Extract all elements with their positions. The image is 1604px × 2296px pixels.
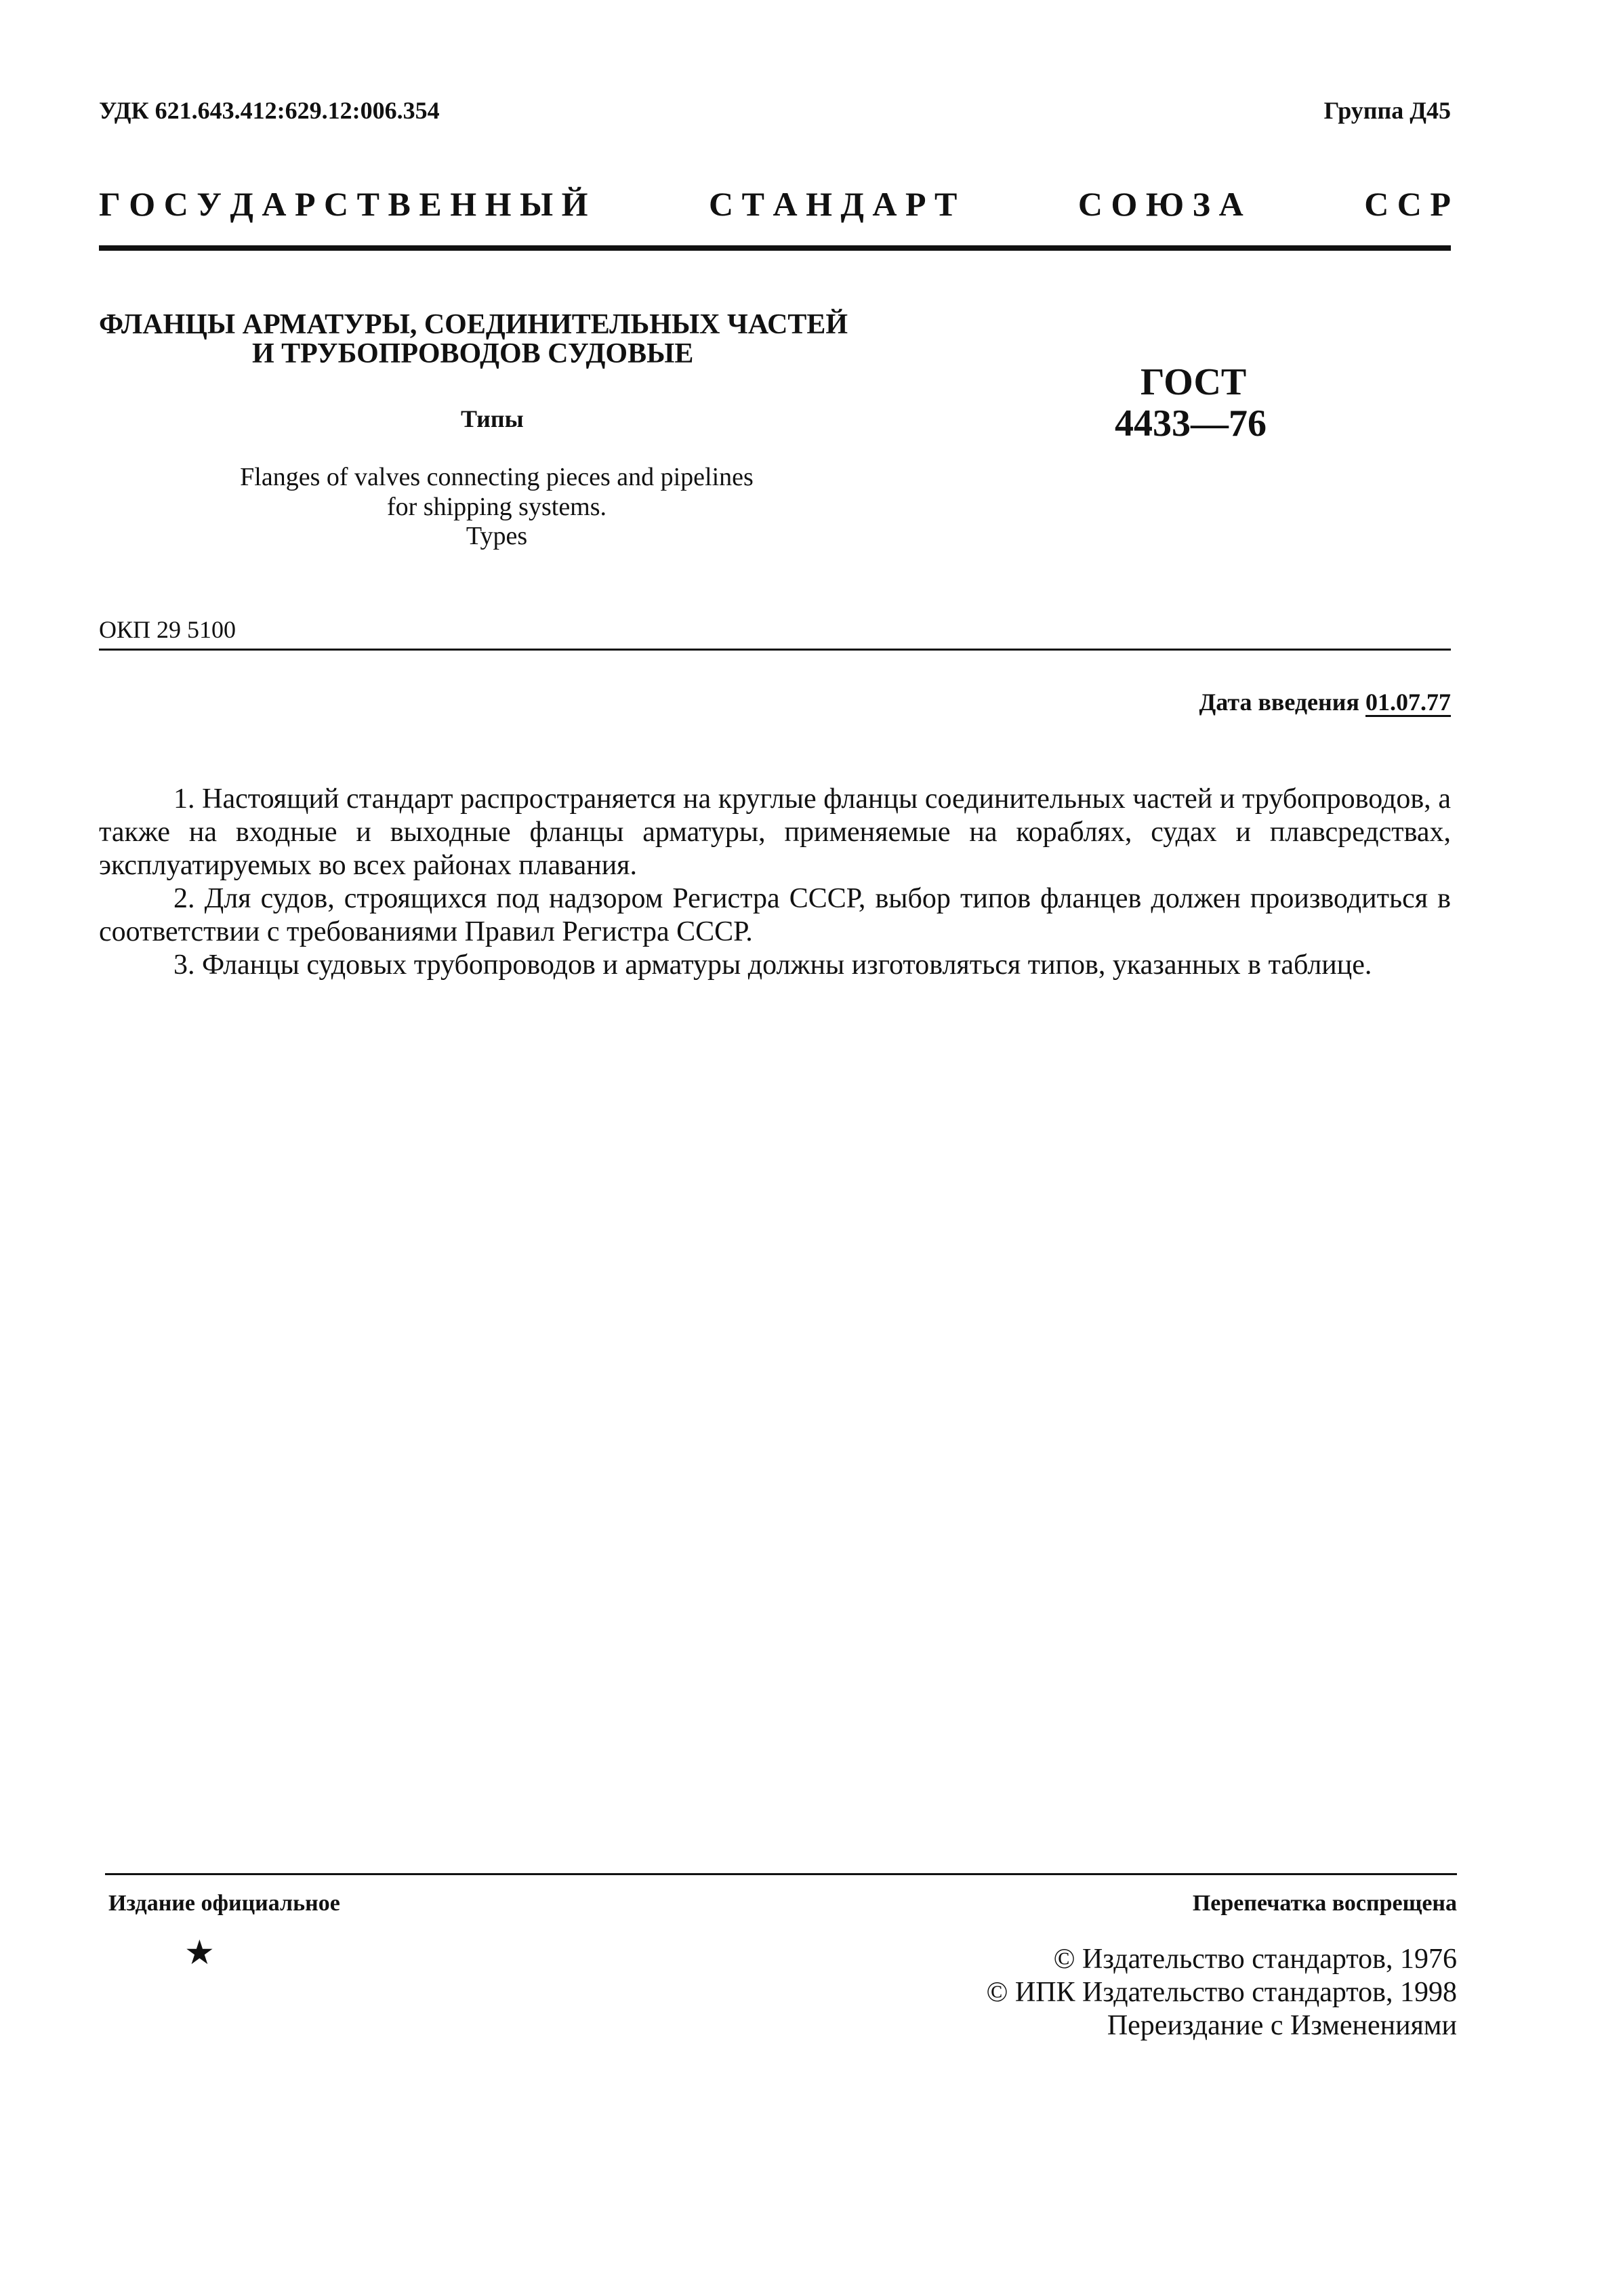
reprint-notice: Перепечатка воспрещена — [1192, 1891, 1457, 1916]
title-en-line2: for shipping systems. — [386, 493, 607, 521]
paragraph-3: 3. Фланцы судовых трубопроводов и арматуры должны изготовляться типов, указанных в таблице. — [173, 949, 1372, 981]
state-standard-banner — [99, 184, 1451, 224]
group-code: Группа Д45 — [1323, 97, 1451, 124]
copyright-1976: © Издательство стандартов, 1976 — [1053, 1944, 1457, 1975]
title-en-line3: Types — [466, 522, 528, 550]
footer-rule — [105, 1873, 1457, 1875]
paragraph-2: 2. Для судов, строящихся под надзором Регистра СССР, выбор типов фланцев должен производиться в соответствии с требованиями Правил Регистра СССР. — [99, 883, 1451, 947]
banner-word-state: Г О С У Д А Р С Т В Е Н Н Ы Й — [99, 185, 588, 223]
copyright-1998: © ИПК Издательство стандартов, 1998 — [986, 1977, 1457, 2008]
okp-rule — [99, 649, 1451, 651]
star-icon: ★ — [184, 1933, 215, 1971]
banner-word-ussr: С С Р — [1364, 185, 1451, 223]
edition-label: Издание официальное — [108, 1891, 340, 1916]
udk-code: УДК 621.643.412:629.12:006.354 — [99, 97, 440, 124]
banner-word-standard: С Т А Н Д А Р Т — [709, 185, 958, 223]
intro-date — [1199, 688, 1452, 716]
title-en-line1: Flanges of valves connecting pieces and pipelines — [240, 463, 754, 491]
intro-date-value: 01.07.77 — [1365, 689, 1451, 716]
reissue-note: Переиздание с Изменениями — [1107, 2010, 1457, 2041]
title-ru-line2: И ТРУБОПРОВОДОВ СУДОВЫЕ — [252, 338, 694, 369]
banner-word-union: С О Ю З А — [1077, 185, 1243, 223]
intro-date-label: Дата введения — [1199, 689, 1359, 716]
gost-number: 4433—76 — [1115, 403, 1267, 445]
gost-label: ГОСТ — [1140, 361, 1247, 403]
title-ru-subtitle: Типы — [461, 405, 524, 432]
paragraph-1: 1. Настоящий стандарт распространяется на круглые фланцы соединительных частей и трубопроводов, а также на входные и выходные фланцы арматуры, применяемые на кораблях, судах и плавсредствах, эксплуатируемых во всех районах плавания. — [99, 783, 1451, 881]
body-text — [99, 783, 1451, 982]
copyright-block — [986, 1943, 1457, 2043]
header-rule — [99, 245, 1451, 251]
title-ru-line1: ФЛАНЦЫ АРМАТУРЫ, СОЕДИНИТЕЛЬНЫХ ЧАСТЕЙ — [99, 309, 848, 340]
okp-code: ОКП 29 5100 — [99, 616, 237, 643]
